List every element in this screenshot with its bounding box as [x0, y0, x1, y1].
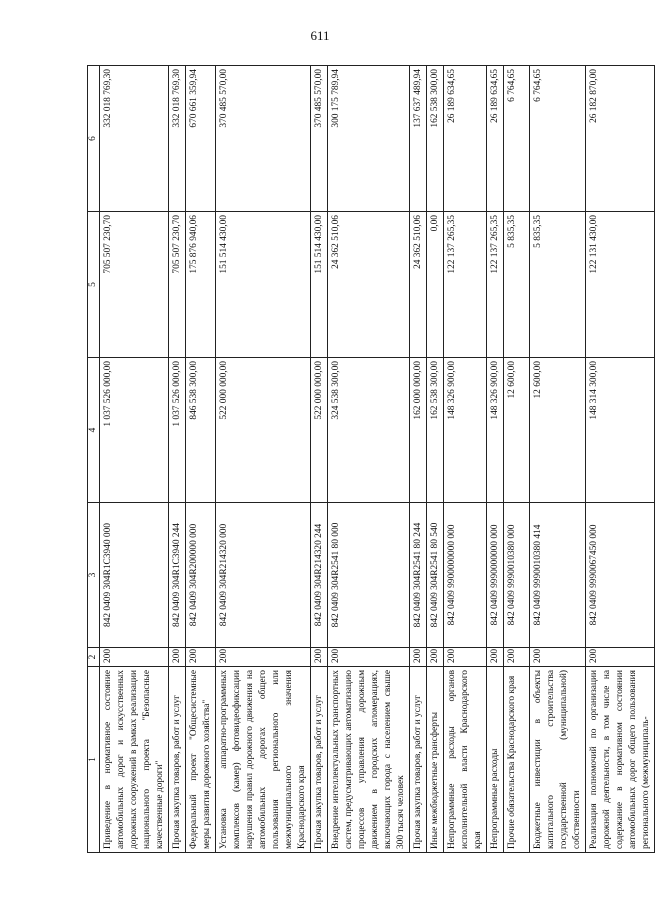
table-row: [487, 66, 504, 853]
header-col-2: 2: [88, 648, 100, 667]
row-name: Приведение в нормативное состояние автомобильных дорог и искусственных дорожных сооружений в рамках реализации национального проекта "Безопасные качественные дороги": [100, 667, 169, 853]
row-executed-amount: 175 876 940,06: [186, 212, 216, 358]
row-executed-amount: 122 137 265,35: [444, 212, 487, 358]
row-remainder-amount: 300 175 789,94: [328, 66, 410, 212]
row-executed-amount: 122 137 265,35: [487, 212, 504, 358]
row-remainder-amount: 370 485 570,00: [311, 66, 328, 212]
row-plan-amount: 148 314 300,00: [586, 358, 655, 503]
row-plan-amount: 12 600,00: [504, 358, 530, 503]
row-plan-amount: 12 600,00: [530, 358, 586, 503]
row-plan-amount: 522 000 000,00: [216, 358, 311, 503]
row-plan-amount: 1 037 526 000,00: [100, 358, 169, 503]
row-remainder-amount: 26 189 634,65: [487, 66, 504, 212]
row-executed-amount: 5 835,35: [530, 212, 586, 358]
row-name: Иные межбюджетные трансферты: [427, 667, 444, 853]
header-col-6: 6: [88, 66, 100, 212]
header-col-1: 1: [88, 667, 100, 853]
budget-table: [87, 65, 655, 853]
row-budget-code: 842 0409 304R1С3940 000: [100, 503, 169, 648]
table-row: [504, 66, 530, 853]
row-remainder-amount: 6 764,65: [530, 66, 586, 212]
row-budget-code: 842 0409 304R1С3940 244: [169, 503, 186, 648]
row-admin-code: 200: [328, 648, 410, 667]
row-executed-amount: 24 362 510,06: [328, 212, 410, 358]
table-row: [216, 66, 311, 853]
row-admin-code: 200: [311, 648, 328, 667]
row-plan-amount: 1 037 526 000,00: [169, 358, 186, 503]
row-admin-code: 200: [586, 648, 655, 667]
row-budget-code: 842 0409 304R214320 244: [311, 503, 328, 648]
table-row: [186, 66, 216, 853]
row-executed-amount: 151 514 430,00: [216, 212, 311, 358]
row-remainder-amount: 370 485 570,00: [216, 66, 311, 212]
row-remainder-amount: 26 182 870,00: [586, 66, 655, 212]
table-row: [530, 66, 586, 853]
row-budget-code: 842 0409 304R2541 80 244: [410, 503, 427, 648]
row-budget-code: 842 0409 304R2541 80 540: [427, 503, 444, 648]
row-budget-code: 842 0409 304R2541 80 000: [328, 503, 410, 648]
row-remainder-amount: 670 661 359,94: [186, 66, 216, 212]
row-budget-code: 842 0409 304R214320 000: [216, 503, 311, 648]
row-name: Федеральный проект "Общесистемные меры развития дорожного хозяйства": [186, 667, 216, 853]
row-admin-code: 200: [186, 648, 216, 667]
table-row: [410, 66, 427, 853]
page-number: 611: [310, 28, 330, 43]
table-row: [311, 66, 328, 853]
row-plan-amount: 162 538 300,00: [427, 358, 444, 503]
row-name: Прочие обязательства Краснодарского края: [504, 667, 530, 853]
row-admin-code: 200: [530, 648, 586, 667]
row-executed-amount: 705 507 230,70: [100, 212, 169, 358]
row-executed-amount: 122 131 430,00: [586, 212, 655, 358]
row-admin-code: 200: [410, 648, 427, 667]
row-budget-code: 842 0409 9990067450 000: [586, 503, 655, 648]
row-executed-amount: 0,00: [427, 212, 444, 358]
row-admin-code: 200: [100, 648, 169, 667]
row-admin-code: 200: [169, 648, 186, 667]
rotated-page-content: [87, 66, 651, 853]
row-admin-code: 200: [427, 648, 444, 667]
row-executed-amount: 151 514 430,00: [311, 212, 328, 358]
row-name: Внедрение интеллектуальных транспортных систем, предусматривающих автоматизацию процессов управления дорожным движением в городских агломерациях, включающих города с населением свыше 300 тысяч человек: [328, 667, 410, 853]
table-row: [586, 66, 655, 853]
row-plan-amount: 522 000 000,00: [311, 358, 328, 503]
row-admin-code: 200: [216, 648, 311, 667]
row-remainder-amount: 332 018 769,30: [100, 66, 169, 212]
row-name: Бюджетные инвестиции в объекты капитального строительства государственной (муниципальной) собственности: [530, 667, 586, 853]
table-row: [328, 66, 410, 853]
row-name: Непрограммные расходы: [487, 667, 504, 853]
row-admin-code: 200: [444, 648, 487, 667]
row-executed-amount: 5 835,35: [504, 212, 530, 358]
row-budget-code: 842 0409 9900000000 000: [444, 503, 487, 648]
row-remainder-amount: 137 637 489,94: [410, 66, 427, 212]
header-col-3: 3: [88, 503, 100, 648]
table-row: [427, 66, 444, 853]
header-col-4: 4: [88, 358, 100, 503]
row-name: Непрограммные расходы органов исполнительной власти Краснодарского края: [444, 667, 487, 853]
table-row: [100, 66, 169, 853]
header-row: [88, 66, 100, 853]
row-executed-amount: 24 362 510,06: [410, 212, 427, 358]
row-budget-code: 842 0409 9990010380 000: [504, 503, 530, 648]
header-col-5: 5: [88, 212, 100, 358]
row-executed-amount: 705 507 230,70: [169, 212, 186, 358]
row-remainder-amount: 26 189 634,65: [444, 66, 487, 212]
row-budget-code: 842 0409 304R200000 000: [186, 503, 216, 648]
row-plan-amount: 846 538 300,00: [186, 358, 216, 503]
row-plan-amount: 148 326 900,00: [444, 358, 487, 503]
row-plan-amount: 162 000 000,00: [410, 358, 427, 503]
row-budget-code: 842 0409 9990010380 414: [530, 503, 586, 648]
row-name: Прочая закупка товаров, работ и услуг: [169, 667, 186, 853]
row-name: Реализация полномочий по организации дорожной деятельности, в том числе на содержание в нормативном состоянии автомобильных дорог общего пользования регионального (межмуниципаль-: [586, 667, 655, 853]
row-plan-amount: 324 538 300,00: [328, 358, 410, 503]
row-remainder-amount: 6 764,65: [504, 66, 530, 212]
row-name: Прочая закупка товаров, работ и услуг: [311, 667, 328, 853]
table-row: [444, 66, 487, 853]
row-remainder-amount: 332 018 769,30: [169, 66, 186, 212]
table-row: [169, 66, 186, 853]
row-plan-amount: 148 326 900,00: [487, 358, 504, 503]
row-admin-code: 200: [504, 648, 530, 667]
row-name: Прочая закупка товаров, работ и услуг: [410, 667, 427, 853]
row-remainder-amount: 162 538 300,00: [427, 66, 444, 212]
row-name: Установка аппаратно-программных комплексов (камер) фотовидеофиксации нарушения правил дорожного движения на автомобильных дорогах общего пользования регионального или межмуниципального значения Краснодарского края: [216, 667, 311, 853]
row-admin-code: 200: [487, 648, 504, 667]
row-budget-code: 842 0409 9990000000 000: [487, 503, 504, 648]
